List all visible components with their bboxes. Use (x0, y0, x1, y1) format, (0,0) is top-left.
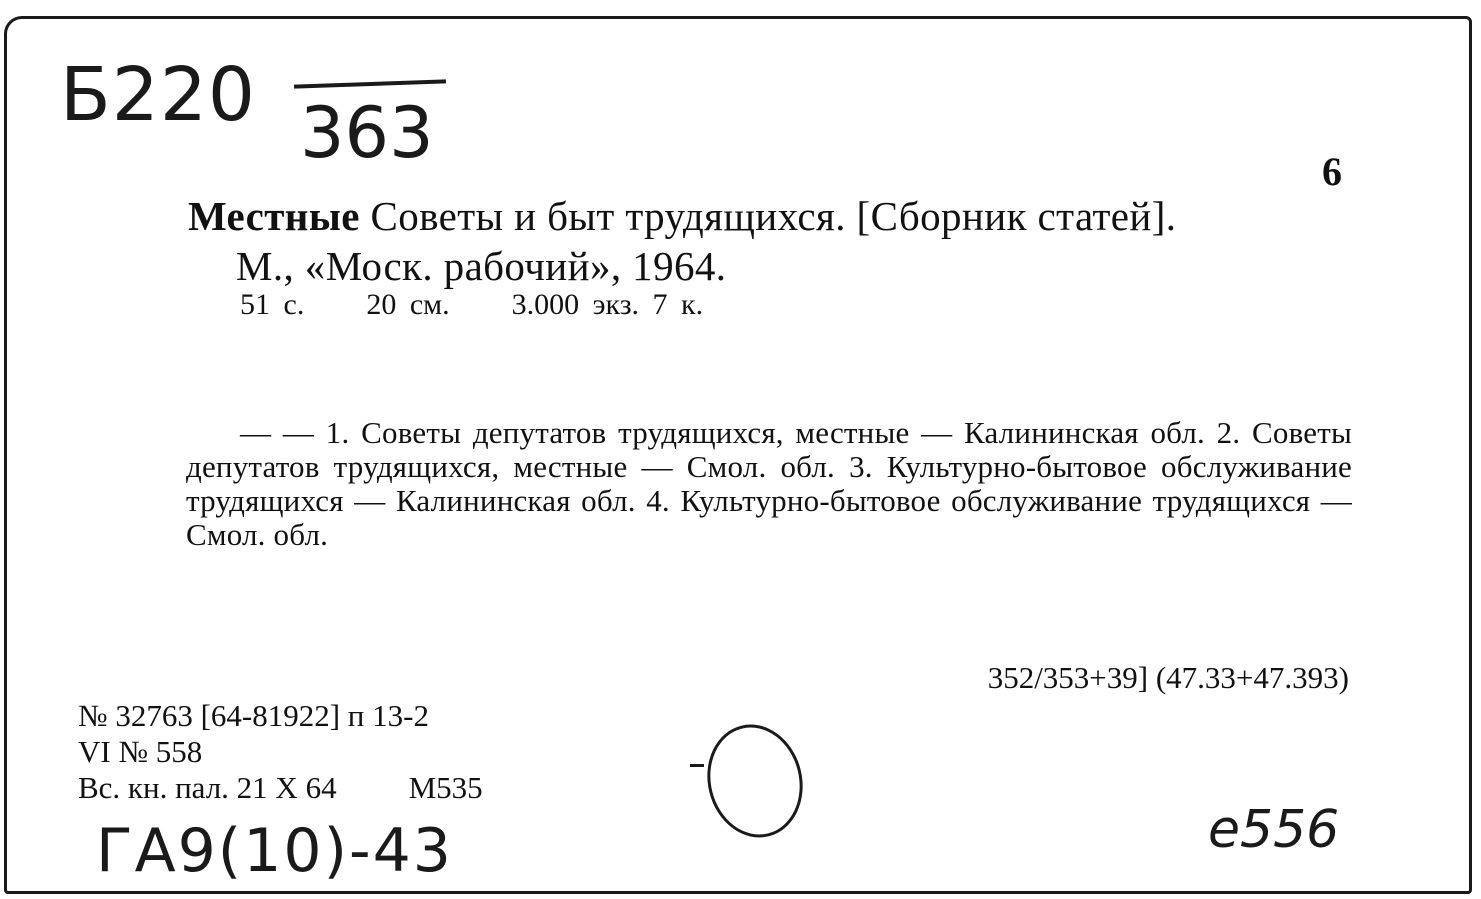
subject-headings: — — 1. Советы депутатов трудящихся, местные — Калининская обл. 2. Советы депутатов трудящихся, местные — Смол. обл. 3. Культурно-бытовое обслуживание трудящихся — Калининская обл. 4. Культурно-бытовое обслуживание трудящихся — Смол. обл. (186, 415, 1352, 552)
size: 20 см. (366, 288, 450, 321)
copies-price: 3.000 экз. 7 к. (511, 288, 704, 321)
physical-description (240, 288, 765, 322)
meta-code: М535 (408, 770, 483, 805)
meta-line-3 (78, 770, 483, 806)
title-rest: Советы и быт трудящихся. [Сборник статей]. (370, 193, 1177, 239)
title-bold: Местные (188, 193, 360, 239)
pen-mark (690, 764, 704, 767)
meta-line-1: № 32763 [64-81922] п 13-2 (78, 698, 429, 733)
chamber-date: Вс. кн. пал. 21 X 64 (78, 770, 337, 805)
classification: 352/353+39] (47.33+47.393) (987, 660, 1349, 695)
handwritten-call-number-sub: 363 (300, 92, 434, 174)
meta-line-2: VI № 558 (78, 734, 203, 769)
pages: 51 с. (240, 288, 305, 321)
handwritten-right-code: е556 (1208, 800, 1340, 860)
title-line (188, 192, 1176, 240)
handwritten-shelf-code: ГА9(10)-43 (96, 816, 453, 886)
handwritten-call-number: Б220 (60, 52, 257, 138)
publication-line: М., «Моск. рабочий», 1964. (236, 243, 727, 289)
card-number: 6 (1322, 149, 1342, 194)
